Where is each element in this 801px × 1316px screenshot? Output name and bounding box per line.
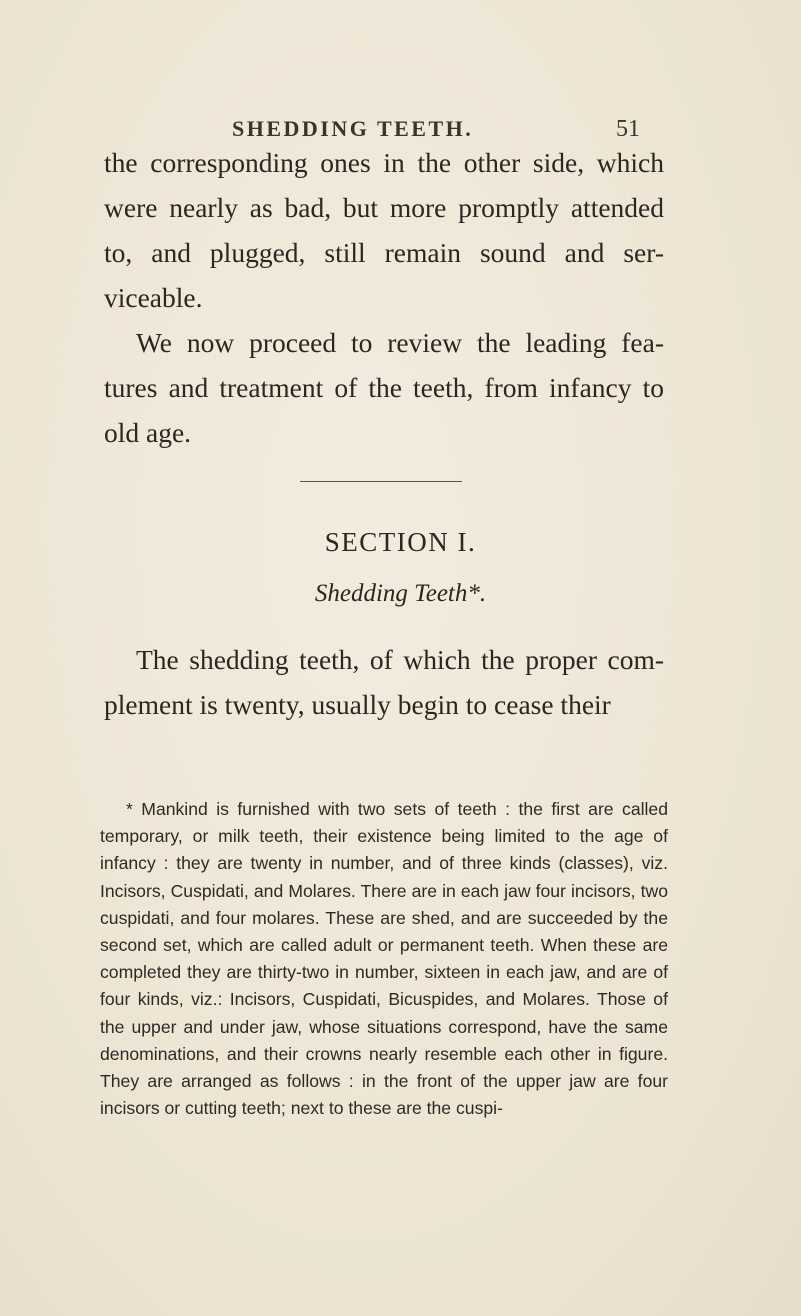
page-number: 51	[616, 116, 640, 142]
footnote	[100, 796, 668, 1122]
section-heading: SECTION I.	[324, 527, 477, 557]
running-title: SHEDDING TEETH.	[232, 116, 474, 141]
section-paragraph: The shedding teeth, of which the proper com- plement is twenty, usually begin to cease their	[104, 644, 664, 720]
body-paragraph-2: We now proceed to review the leading fea- tures and treatment of the teeth, from infancy to old age.	[104, 327, 664, 448]
section-divider	[300, 481, 462, 482]
body-text	[104, 140, 664, 455]
section-text	[104, 637, 664, 727]
footnote-text: * Mankind is furnished with two sets of teeth : the first are called temporary, or milk teeth, their existence being limited to the age of infancy : they are twenty in number, and of three kinds (classes), viz. Incisors, Cuspidati, and Molares. There are in each jaw four incisors, two cuspidati, and four molares. These are shed, and are succeeded by the second set, which are called adult or permanent teeth. When these are completed they are thirty-two in number, sixteen in each jaw, and are of four kinds, viz.: Incisors, Cuspidati, Bicuspides, and Molares. Those of the upper and under jaw, whose situations correspond, have the same denominations, and their crowns nearly resemble each other in figure. They are arranged as follows : in the front of the upper jaw are four incisors or cutting teeth; next to these are the cuspi-	[100, 799, 668, 1119]
section-subtitle: Shedding Teeth*.	[314, 580, 487, 607]
body-paragraph-1: the corresponding ones in the other side, which were nearly as bad, but more promptly attended to, and plugged, still remain sound and ser- viceable.	[104, 147, 664, 313]
